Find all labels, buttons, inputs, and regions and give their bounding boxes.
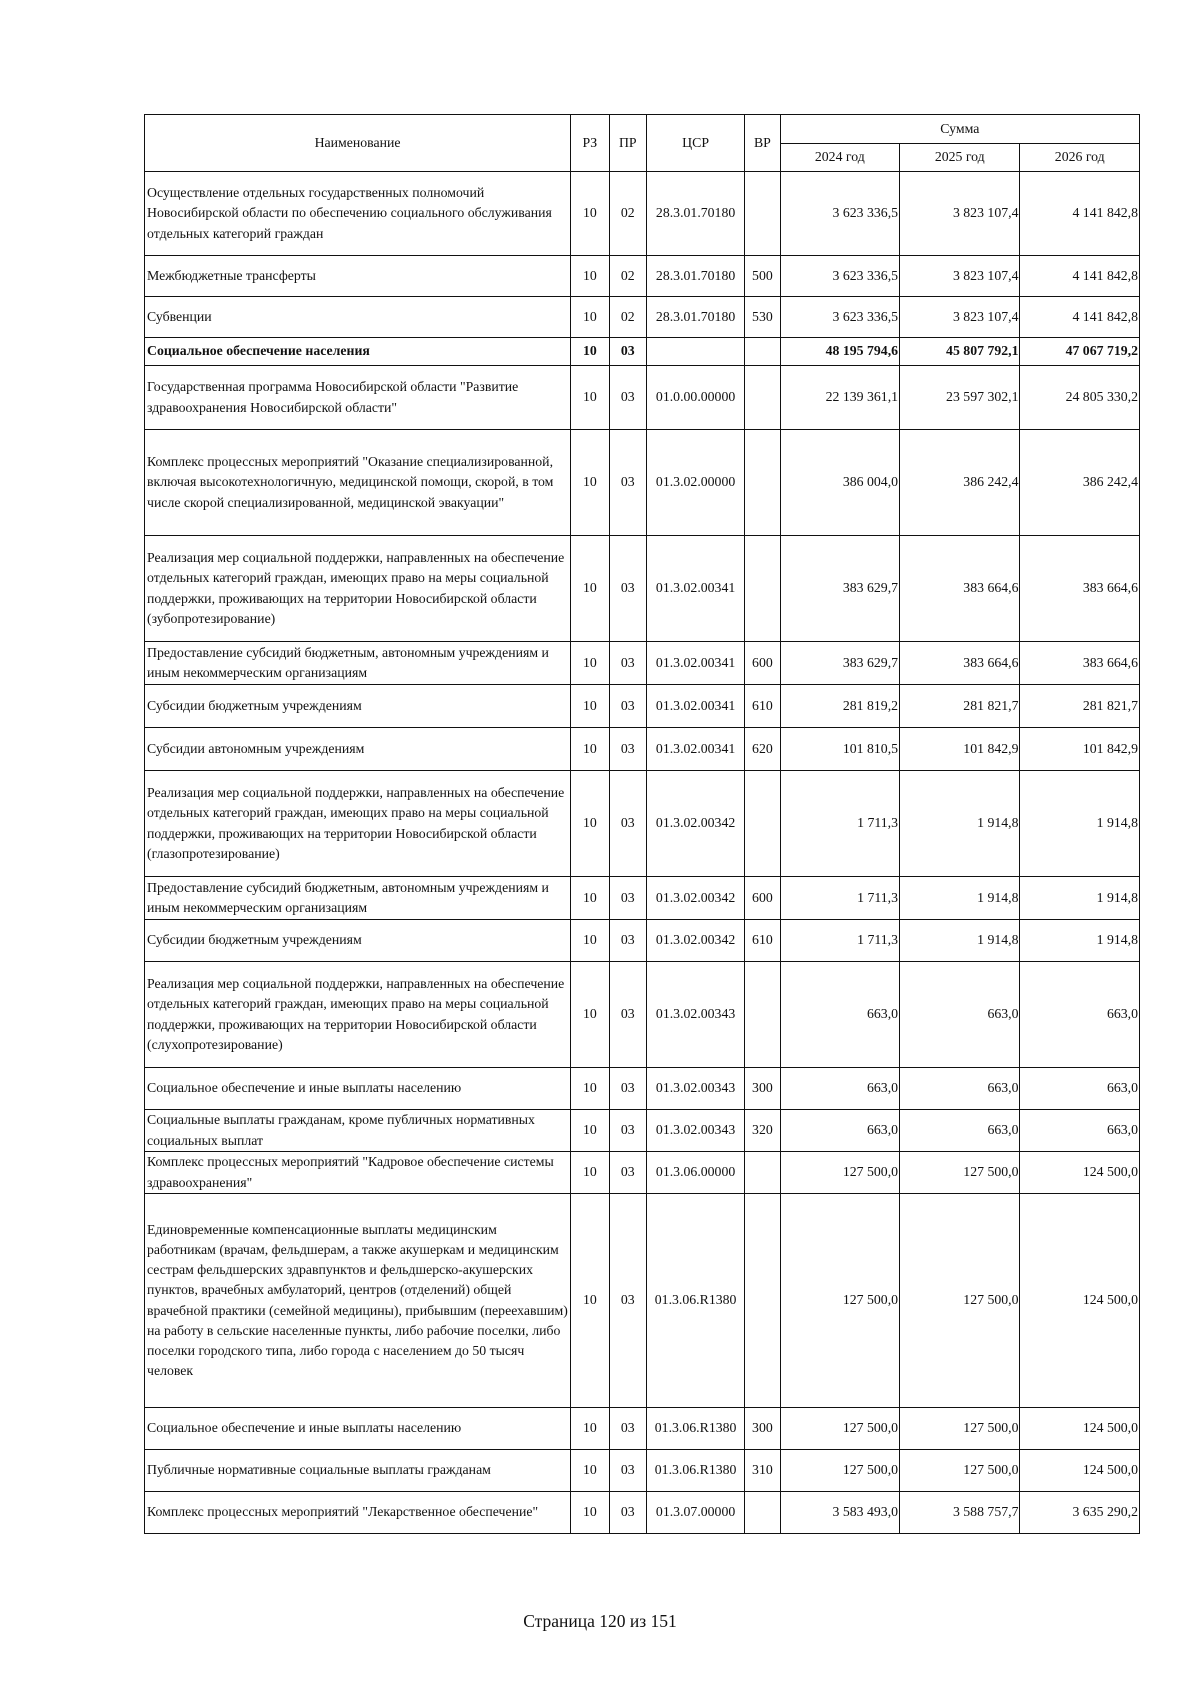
table-row xyxy=(145,366,1140,430)
table-row xyxy=(145,962,1140,1068)
row-value-2026: 663,0 xyxy=(1020,1110,1140,1152)
table-row xyxy=(145,771,1140,877)
table-row xyxy=(145,297,1140,338)
row-name: Единовременные компенсационные выплаты медицинским работникам (врачам, фельдшерам, а также акушеркам и медицинским сестрам фельдшерских здравпунктов и фельдшерско-акушерских пунктов, врачебных амбулаторий, центров (отделений) общей врачебной практики (семейной медицины), прибывшим (переехавшим) на работу в сельские населенные пункты, либо рабочие поселки, либо поселки городского типа, либо города с населением до 50 тысяч человек xyxy=(145,1194,571,1408)
row-value-2024: 127 500,0 xyxy=(780,1450,899,1492)
row-value-2025: 663,0 xyxy=(900,1068,1020,1110)
row-rz: 10 xyxy=(571,430,609,536)
row-value-2026: 3 635 290,2 xyxy=(1020,1492,1140,1534)
row-name: Реализация мер социальной поддержки, направленных на обеспечение отдельных категорий граждан, имеющих право на меры социальной поддержки, проживающих на территории Новосибирской области (глазопротезирование) xyxy=(145,771,571,877)
row-vr: 600 xyxy=(745,642,780,685)
row-csr: 28.3.01.70180 xyxy=(647,297,745,338)
row-name: Социальное обеспечение и иные выплаты населению xyxy=(145,1068,571,1110)
row-value-2024: 663,0 xyxy=(780,1110,899,1152)
row-value-2026: 386 242,4 xyxy=(1020,430,1140,536)
row-rz: 10 xyxy=(571,962,609,1068)
header-sum: Сумма xyxy=(780,115,1139,144)
row-value-2025: 45 807 792,1 xyxy=(900,338,1020,366)
row-csr: 01.3.02.00343 xyxy=(647,1068,745,1110)
row-value-2024: 48 195 794,6 xyxy=(780,338,899,366)
row-value-2025: 3 823 107,4 xyxy=(900,297,1020,338)
row-rz: 10 xyxy=(571,536,609,642)
row-csr: 01.3.02.00341 xyxy=(647,642,745,685)
row-csr: 01.0.00.00000 xyxy=(647,366,745,430)
row-name: Осуществление отдельных государственных полномочий Новосибирской области по обеспечению социального обслуживания отдельных категорий граждан xyxy=(145,172,571,256)
row-csr: 01.3.02.00342 xyxy=(647,877,745,920)
row-csr: 01.3.06.R1380 xyxy=(647,1194,745,1408)
row-name: Субсидии бюджетным учреждениям xyxy=(145,920,571,962)
header-year-2024: 2024 год xyxy=(780,144,899,172)
row-csr: 01.3.02.00341 xyxy=(647,685,745,728)
row-value-2024: 3 583 493,0 xyxy=(780,1492,899,1534)
row-value-2024: 281 819,2 xyxy=(780,685,899,728)
row-value-2024: 127 500,0 xyxy=(780,1152,899,1194)
row-pr: 03 xyxy=(609,685,646,728)
row-rz: 10 xyxy=(571,1492,609,1534)
row-vr: 610 xyxy=(745,920,780,962)
table-row xyxy=(145,728,1140,771)
row-csr: 01.3.02.00341 xyxy=(647,536,745,642)
table-row xyxy=(145,1110,1140,1152)
row-pr: 03 xyxy=(609,536,646,642)
row-name: Комплекс процессных мероприятий "Оказание специализированной, включая высокотехнологичную, медицинской помощи, скорой, в том числе скорой специализированной, медицинской эвакуации" xyxy=(145,430,571,536)
table-row xyxy=(145,172,1140,256)
table-row xyxy=(145,642,1140,685)
row-value-2026: 4 141 842,8 xyxy=(1020,172,1140,256)
row-rz: 10 xyxy=(571,1110,609,1152)
row-value-2026: 4 141 842,8 xyxy=(1020,256,1140,297)
row-value-2025: 1 914,8 xyxy=(900,920,1020,962)
row-value-2024: 127 500,0 xyxy=(780,1408,899,1450)
row-vr xyxy=(745,172,780,256)
row-rz: 10 xyxy=(571,642,609,685)
row-vr: 320 xyxy=(745,1110,780,1152)
table-row xyxy=(145,685,1140,728)
row-name: Межбюджетные трансферты xyxy=(145,256,571,297)
row-value-2025: 3 588 757,7 xyxy=(900,1492,1020,1534)
row-pr: 02 xyxy=(609,297,646,338)
table-row xyxy=(145,256,1140,297)
page-number: Страница 120 из 151 xyxy=(523,1611,677,1631)
row-value-2026: 124 500,0 xyxy=(1020,1194,1140,1408)
row-name: Предоставление субсидий бюджетным, автономным учреждениям и иным некоммерческим организациям xyxy=(145,642,571,685)
row-value-2026: 4 141 842,8 xyxy=(1020,297,1140,338)
row-rz: 10 xyxy=(571,366,609,430)
row-value-2024: 383 629,7 xyxy=(780,536,899,642)
row-vr xyxy=(745,1152,780,1194)
row-vr xyxy=(745,366,780,430)
table-row xyxy=(145,1152,1140,1194)
row-value-2024: 386 004,0 xyxy=(780,430,899,536)
row-pr: 02 xyxy=(609,172,646,256)
row-value-2024: 22 139 361,1 xyxy=(780,366,899,430)
table-row xyxy=(145,1068,1140,1110)
table-body xyxy=(145,172,1140,1534)
row-name: Субвенции xyxy=(145,297,571,338)
row-vr: 500 xyxy=(745,256,780,297)
row-value-2026: 383 664,6 xyxy=(1020,642,1140,685)
row-vr xyxy=(745,430,780,536)
row-rz: 10 xyxy=(571,1152,609,1194)
row-value-2026: 101 842,9 xyxy=(1020,728,1140,771)
header-name: Наименование xyxy=(145,115,571,172)
row-value-2026: 124 500,0 xyxy=(1020,1152,1140,1194)
row-csr: 01.3.06.00000 xyxy=(647,1152,745,1194)
row-value-2026: 1 914,8 xyxy=(1020,920,1140,962)
row-value-2025: 127 500,0 xyxy=(900,1194,1020,1408)
row-name: Публичные нормативные социальные выплаты гражданам xyxy=(145,1450,571,1492)
row-csr: 01.3.02.00341 xyxy=(647,728,745,771)
row-name: Социальное обеспечение населения xyxy=(145,338,571,366)
row-csr: 01.3.02.00343 xyxy=(647,962,745,1068)
row-value-2026: 24 805 330,2 xyxy=(1020,366,1140,430)
row-rz: 10 xyxy=(571,1194,609,1408)
table-row xyxy=(145,920,1140,962)
row-name: Социальное обеспечение и иные выплаты населению xyxy=(145,1408,571,1450)
row-vr xyxy=(745,962,780,1068)
row-name: Комплекс процессных мероприятий "Кадровое обеспечение системы здравоохранения" xyxy=(145,1152,571,1194)
row-value-2024: 1 711,3 xyxy=(780,877,899,920)
row-vr: 620 xyxy=(745,728,780,771)
row-pr: 03 xyxy=(609,920,646,962)
table-row xyxy=(145,1408,1140,1450)
row-csr: 01.3.06.R1380 xyxy=(647,1408,745,1450)
row-rz: 10 xyxy=(571,1450,609,1492)
row-vr: 600 xyxy=(745,877,780,920)
row-vr xyxy=(745,338,780,366)
row-value-2026: 663,0 xyxy=(1020,962,1140,1068)
row-value-2026: 663,0 xyxy=(1020,1068,1140,1110)
header-year-2025: 2025 год xyxy=(900,144,1020,172)
row-value-2025: 1 914,8 xyxy=(900,771,1020,877)
row-rz: 10 xyxy=(571,877,609,920)
row-rz: 10 xyxy=(571,728,609,771)
row-value-2026: 47 067 719,2 xyxy=(1020,338,1140,366)
row-pr: 03 xyxy=(609,962,646,1068)
table-row xyxy=(145,338,1140,366)
row-value-2025: 383 664,6 xyxy=(900,536,1020,642)
row-value-2025: 1 914,8 xyxy=(900,877,1020,920)
row-csr xyxy=(647,338,745,366)
row-value-2025: 386 242,4 xyxy=(900,430,1020,536)
row-value-2024: 383 629,7 xyxy=(780,642,899,685)
row-pr: 03 xyxy=(609,338,646,366)
row-value-2026: 1 914,8 xyxy=(1020,771,1140,877)
row-value-2025: 383 664,6 xyxy=(900,642,1020,685)
row-csr: 01.3.06.R1380 xyxy=(647,1450,745,1492)
row-value-2025: 23 597 302,1 xyxy=(900,366,1020,430)
row-value-2024: 127 500,0 xyxy=(780,1194,899,1408)
row-pr: 03 xyxy=(609,1110,646,1152)
row-value-2025: 3 823 107,4 xyxy=(900,172,1020,256)
row-pr: 03 xyxy=(609,1408,646,1450)
row-rz: 10 xyxy=(571,920,609,962)
row-pr: 03 xyxy=(609,1152,646,1194)
row-name: Реализация мер социальной поддержки, направленных на обеспечение отдельных категорий граждан, имеющих право на меры социальной поддержки, проживающих на территории Новосибирской области (зубопротезирование) xyxy=(145,536,571,642)
row-rz: 10 xyxy=(571,172,609,256)
row-pr: 03 xyxy=(609,771,646,877)
row-value-2026: 124 500,0 xyxy=(1020,1408,1140,1450)
row-rz: 10 xyxy=(571,338,609,366)
table-row xyxy=(145,430,1140,536)
row-pr: 03 xyxy=(609,642,646,685)
row-value-2025: 663,0 xyxy=(900,1110,1020,1152)
row-name: Реализация мер социальной поддержки, направленных на обеспечение отдельных категорий граждан, имеющих право на меры социальной поддержки, проживающих на территории Новосибирской области (слухопротезирование) xyxy=(145,962,571,1068)
row-value-2024: 3 623 336,5 xyxy=(780,297,899,338)
row-value-2025: 663,0 xyxy=(900,962,1020,1068)
row-value-2026: 281 821,7 xyxy=(1020,685,1140,728)
row-value-2024: 1 711,3 xyxy=(780,771,899,877)
row-csr: 01.3.02.00343 xyxy=(647,1110,745,1152)
row-name: Государственная программа Новосибирской области "Развитие здравоохранения Новосибирской области" xyxy=(145,366,571,430)
row-vr: 310 xyxy=(745,1450,780,1492)
row-rz: 10 xyxy=(571,685,609,728)
row-csr: 01.3.02.00342 xyxy=(647,920,745,962)
row-value-2024: 3 623 336,5 xyxy=(780,256,899,297)
row-rz: 10 xyxy=(571,256,609,297)
row-value-2025: 3 823 107,4 xyxy=(900,256,1020,297)
row-name: Комплекс процессных мероприятий "Лекарственное обеспечение" xyxy=(145,1492,571,1534)
row-rz: 10 xyxy=(571,1068,609,1110)
row-pr: 03 xyxy=(609,728,646,771)
header-vr: ВР xyxy=(745,115,780,172)
row-value-2024: 101 810,5 xyxy=(780,728,899,771)
row-rz: 10 xyxy=(571,1408,609,1450)
row-value-2024: 663,0 xyxy=(780,1068,899,1110)
table-row xyxy=(145,877,1140,920)
row-vr xyxy=(745,1194,780,1408)
row-csr: 28.3.01.70180 xyxy=(647,256,745,297)
row-csr: 01.3.02.00000 xyxy=(647,430,745,536)
row-name: Социальные выплаты гражданам, кроме публичных нормативных социальных выплат xyxy=(145,1110,571,1152)
row-csr: 01.3.02.00342 xyxy=(647,771,745,877)
row-pr: 03 xyxy=(609,430,646,536)
row-value-2025: 101 842,9 xyxy=(900,728,1020,771)
row-value-2025: 127 500,0 xyxy=(900,1408,1020,1450)
row-value-2026: 1 914,8 xyxy=(1020,877,1140,920)
table-row xyxy=(145,536,1140,642)
row-pr: 03 xyxy=(609,366,646,430)
table-row xyxy=(145,1492,1140,1534)
row-pr: 03 xyxy=(609,1492,646,1534)
row-csr: 28.3.01.70180 xyxy=(647,172,745,256)
row-value-2025: 127 500,0 xyxy=(900,1450,1020,1492)
row-pr: 03 xyxy=(609,877,646,920)
row-vr: 300 xyxy=(745,1408,780,1450)
table-row xyxy=(145,1450,1140,1492)
header-csr: ЦСР xyxy=(647,115,745,172)
row-name: Субсидии автономным учреждениям xyxy=(145,728,571,771)
row-value-2024: 1 711,3 xyxy=(780,920,899,962)
row-vr xyxy=(745,536,780,642)
row-value-2024: 3 623 336,5 xyxy=(780,172,899,256)
row-value-2024: 663,0 xyxy=(780,962,899,1068)
row-pr: 03 xyxy=(609,1194,646,1408)
row-pr: 03 xyxy=(609,1068,646,1110)
budget-table xyxy=(144,114,1140,1534)
row-vr: 300 xyxy=(745,1068,780,1110)
row-value-2026: 124 500,0 xyxy=(1020,1450,1140,1492)
row-pr: 03 xyxy=(609,1450,646,1492)
row-value-2026: 383 664,6 xyxy=(1020,536,1140,642)
row-name: Субсидии бюджетным учреждениям xyxy=(145,685,571,728)
row-vr: 610 xyxy=(745,685,780,728)
row-name: Предоставление субсидий бюджетным, автономным учреждениям и иным некоммерческим организациям xyxy=(145,877,571,920)
header-rz: РЗ xyxy=(571,115,609,172)
row-value-2025: 281 821,7 xyxy=(900,685,1020,728)
row-csr: 01.3.07.00000 xyxy=(647,1492,745,1534)
row-vr xyxy=(745,1492,780,1534)
header-year-2026: 2026 год xyxy=(1020,144,1140,172)
row-rz: 10 xyxy=(571,297,609,338)
row-vr xyxy=(745,771,780,877)
header-pr: ПР xyxy=(609,115,646,172)
row-value-2025: 127 500,0 xyxy=(900,1152,1020,1194)
table-header xyxy=(145,115,1140,172)
row-rz: 10 xyxy=(571,771,609,877)
row-vr: 530 xyxy=(745,297,780,338)
row-pr: 02 xyxy=(609,256,646,297)
table-row xyxy=(145,1194,1140,1408)
